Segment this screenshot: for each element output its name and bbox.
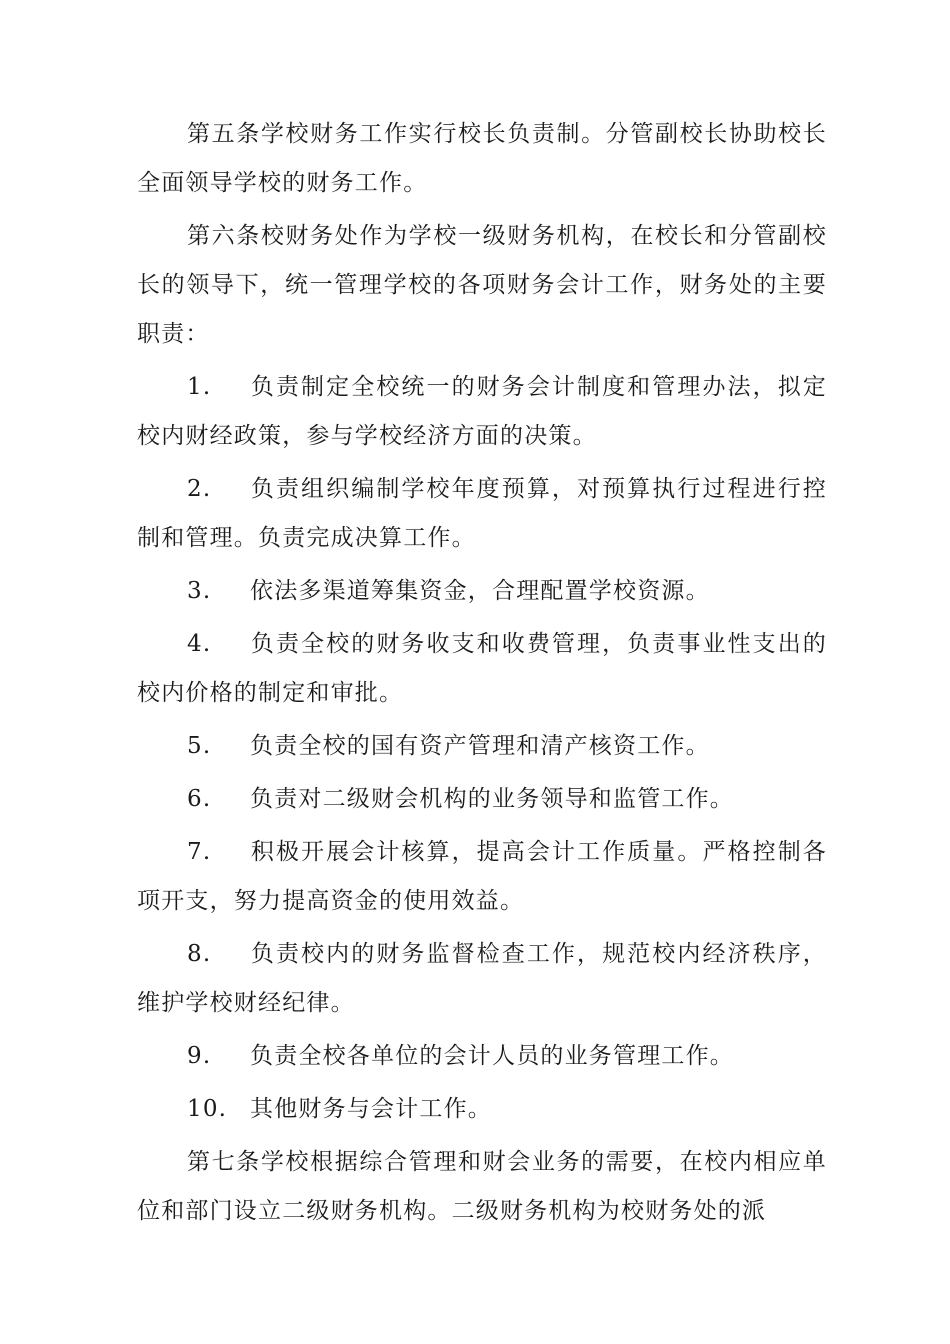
list-item [137,828,827,926]
item-text: 依法多渠道筹集资金，合理配置学校资源。 [250,578,710,604]
item-text: 负责对二级财会机构的业务领导和监管工作。 [250,786,734,812]
list-item [137,930,827,1028]
item-number: 2. [187,476,212,502]
item-text: 负责全校的财务收支和收费管理，负责事业性支出的校内价格的制定和审批。 [137,631,827,706]
list-item [137,465,827,563]
list-item [137,775,827,824]
item-text: 积极开展会计核算，提高会计工作质量。严格控制各项开支，努力提高资金的使用效益。 [137,839,827,914]
document-page [137,110,827,1240]
article-5: 第五条学校财务工作实行校长负责制。分管副校长协助校长全面领导学校的财务工作。 [137,121,827,196]
duties-list [137,363,827,1134]
article-6: 第六条校财务处作为学校一级财务机构，在校长和分管副校长的领导下，统一管理学校的各项财务会计工作，财务处的主要职责： [137,223,827,347]
item-text: 负责全校各单位的会计人员的业务管理工作。 [250,1043,734,1069]
list-item [137,1032,827,1081]
item-number: 5. [187,733,212,759]
list-item [137,1085,827,1134]
article-7: 第七条学校根据综合管理和财会业务的需要，在校内相应单位和部门设立二级财务机构。二级财务机构为校财务处的派 [137,1149,827,1224]
list-item [137,567,827,616]
item-text: 负责全校的国有资产管理和清产核资工作。 [250,733,710,759]
item-number: 10. [187,1096,228,1122]
item-text: 负责组织编制学校年度预算，对预算执行过程进行控制和管理。负责完成决算工作。 [137,476,827,551]
list-item [137,722,827,771]
item-number: 4. [187,631,212,657]
item-number: 8. [187,941,212,967]
item-number: 7. [187,839,212,865]
item-text: 其他财务与会计工作。 [250,1096,492,1122]
list-item [137,363,827,461]
item-text: 负责制定全校统一的财务会计制度和管理办法，拟定校内财经政策，参与学校经济方面的决策。 [137,374,827,449]
item-number: 3. [187,578,212,604]
list-item [137,620,827,718]
item-number: 1. [187,374,212,400]
item-number: 6. [187,786,212,812]
item-text: 负责校内的财务监督检查工作，规范校内经济秩序，维护学校财经纪律。 [137,941,827,1016]
item-number: 9. [187,1043,212,1069]
